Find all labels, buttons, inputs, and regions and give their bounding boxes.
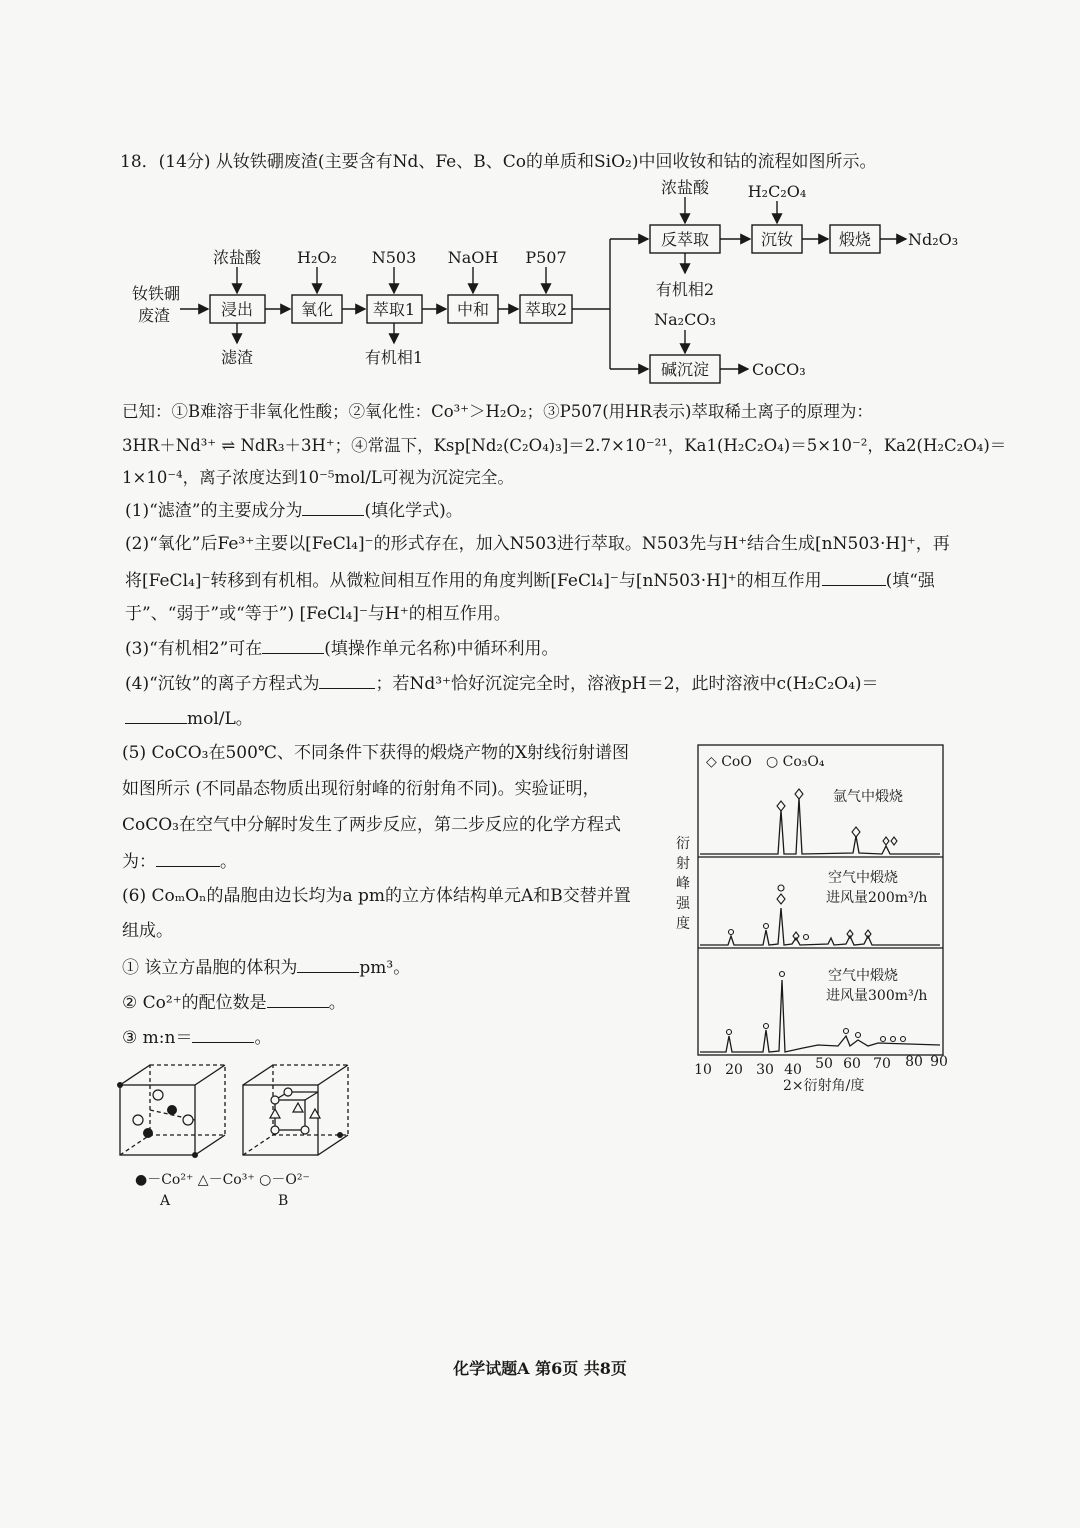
- box-label-precip-nd: 沉钕: [760, 230, 794, 249]
- part-5-line-4: 为： 。: [122, 852, 237, 872]
- reagent-n503: N503: [371, 248, 417, 267]
- box-label-extract2: 萃取2: [524, 300, 568, 319]
- box-label-calcine: 煅烧: [838, 230, 872, 249]
- blank-4a[interactable]: [319, 672, 375, 689]
- box-label-back-extract: 反萃取: [660, 230, 710, 249]
- xtick-10: 10: [694, 1062, 712, 1078]
- part-6-3: ③ m:n＝ 。: [122, 1028, 272, 1048]
- part-6-1: ① 该立方晶胞的体积为 pm³。: [122, 958, 411, 978]
- panel-label-air-1: 空气中煅烧: [828, 870, 898, 886]
- part-6-line-2: 组成。: [122, 921, 173, 941]
- legend-coo: ◇ CoO: [706, 754, 752, 770]
- xtick-30: 30: [756, 1062, 774, 1078]
- xtick-70: 70: [873, 1056, 891, 1072]
- raw-material-line1: 钕铁硼: [132, 284, 181, 303]
- part-4-line-2: mol/L。: [125, 707, 253, 730]
- reagent-hcl-1: 浓盐酸: [212, 248, 262, 267]
- question-header: 18．(14分) 从钕铁硼废渣(主要含有Nd、Fe、B、Co的单质和SiO₂)中回收钕和钴的流程如图所示。: [120, 152, 877, 172]
- known-line-1: 已知：①B难溶于非氧化性酸；②氧化性：Co³⁺＞H₂O₂；③P507(用HR表示)萃取稀土离子的原理为：: [122, 402, 873, 421]
- process-flowchart: [120, 175, 970, 390]
- reagent-p507: P507: [525, 248, 567, 267]
- part-3: (3)“有机相2”可在 (填操作单元名称)中循环利用。: [125, 639, 559, 659]
- ylabel-char-1: 衍: [676, 836, 690, 852]
- part-2-line-1: (2)“氧化”后Fe³⁺主要以[FeCl₄]⁻的形式存在，加入N503进行萃取。N503先与H⁺结合生成[nN503·H]⁺，再: [125, 534, 950, 554]
- ylabel-char-2: 射: [676, 856, 690, 872]
- panel-label-air-2: 空气中煅烧: [828, 968, 898, 984]
- byproduct-organic1: 有机相1: [364, 348, 424, 367]
- box-label-alkali-precip: 碱沉淀: [660, 360, 710, 379]
- byproduct-organic2: 有机相2: [655, 280, 715, 299]
- part-5-line-3: CoCO₃在空气中分解时发生了两步反应，第二步反应的化学方程式: [122, 815, 622, 835]
- part-6-line-1: (6) CoₘOₙ的晶胞由边长均为a pm的立方体结构单元A和B交替并置: [122, 886, 631, 906]
- cells-legend: ●－Co²⁺ △－Co³⁺ ○－O²⁻: [135, 1172, 310, 1188]
- part-5-line-2: 如图所示 (不同晶态物质出现衍射峰的衍射角不同)。实验证明，: [122, 779, 600, 799]
- xlabel: 2×衍射角/度: [783, 1078, 865, 1094]
- panel-label-flow-300: 进风量300m³/h: [826, 988, 928, 1004]
- panel-label-flow-200: 进风量200m³/h: [826, 890, 928, 906]
- part-2-line-3: 于”、“弱于”或“等于”) [FeCl₄]⁻与H⁺的相互作用。: [125, 604, 511, 624]
- xtick-50: 50: [815, 1056, 833, 1072]
- blank-4b[interactable]: [125, 707, 187, 724]
- blank-3[interactable]: [262, 637, 324, 654]
- box-label-leach: 浸出: [220, 300, 254, 319]
- reagent-h2c2o4: H₂C₂O₄: [747, 182, 807, 201]
- xtick-80: 80: [905, 1054, 923, 1070]
- reagent-naoh: NaOH: [447, 248, 499, 267]
- xtick-60: 60: [843, 1056, 861, 1072]
- reagent-hcl-2: 浓盐酸: [660, 178, 710, 197]
- blank-6a[interactable]: [297, 956, 359, 973]
- cell-label-a: A: [160, 1193, 171, 1209]
- legend-co3o4: ○ Co₃O₄: [766, 754, 825, 770]
- part-2-line-2: 将[FeCl₄]⁻转移到有机相。从微粒间相互作用的角度判断[FeCl₄]⁻与[nN503·H]⁺的相互作用 (填“强: [125, 571, 935, 591]
- ylabel-char-5: 度: [676, 916, 690, 932]
- byproduct-residue: 滤渣: [220, 348, 254, 367]
- cell-label-b: B: [278, 1193, 289, 1209]
- xtick-90: 90: [930, 1054, 948, 1070]
- blank-6c[interactable]: [192, 1026, 254, 1043]
- part-5-line-1: (5) CoCO₃在500℃、不同条件下获得的煅烧产物的X射线衍射谱图: [122, 743, 630, 763]
- blank-1[interactable]: [302, 499, 364, 516]
- xtick-40: 40: [784, 1062, 802, 1078]
- product-nd2o3: Nd₂O₃: [908, 230, 959, 249]
- unit-cells-figure: [110, 1060, 370, 1210]
- raw-material-line2: 废渣: [138, 306, 171, 325]
- reagent-h2o2: H₂O₂: [297, 248, 337, 267]
- xrd-figure: [668, 740, 958, 1100]
- part-1: (1)“滤渣”的主要成分为 (填化学式)。: [125, 501, 463, 521]
- reagent-na2co3: Na₂CO₃: [654, 310, 716, 329]
- box-label-extract1: 萃取1: [372, 300, 416, 319]
- panel-label-argon: 氩气中煅烧: [833, 789, 903, 805]
- blank-5[interactable]: [156, 850, 220, 867]
- known-line-2: 3HR＋Nd³⁺ ⇌ NdR₃＋3H⁺；④常温下，Ksp[Nd₂(C₂O₄)₃]＝2.7×10⁻²¹，Ka1(H₂C₂O₄)＝5×10⁻²，Ka2(H₂C₂O₄)＝: [122, 436, 1007, 455]
- product-coco3: CoCO₃: [752, 360, 806, 379]
- box-label-oxidize: 氧化: [300, 300, 334, 319]
- blank-2[interactable]: [822, 569, 886, 586]
- box-label-neutralize: 中和: [456, 300, 490, 319]
- part-4-line-1: (4)“沉钕”的离子方程式为 ；若Nd³⁺恰好沉淀完全时，溶液pH＝2，此时溶液中c(H₂C₂O₄)＝: [125, 674, 879, 694]
- page-footer: 化学试题A 第6页 共8页: [453, 1359, 627, 1378]
- xtick-20: 20: [725, 1062, 743, 1078]
- ylabel-char-4: 强: [676, 896, 690, 912]
- part-6-2: ② Co²⁺的配位数是 。: [122, 993, 346, 1013]
- ylabel-char-3: 峰: [676, 876, 690, 892]
- known-line-3: 1×10⁻⁴，离子浓度达到10⁻⁵mol/L可视为沉淀完全。: [122, 468, 514, 487]
- blank-6b[interactable]: [267, 991, 329, 1008]
